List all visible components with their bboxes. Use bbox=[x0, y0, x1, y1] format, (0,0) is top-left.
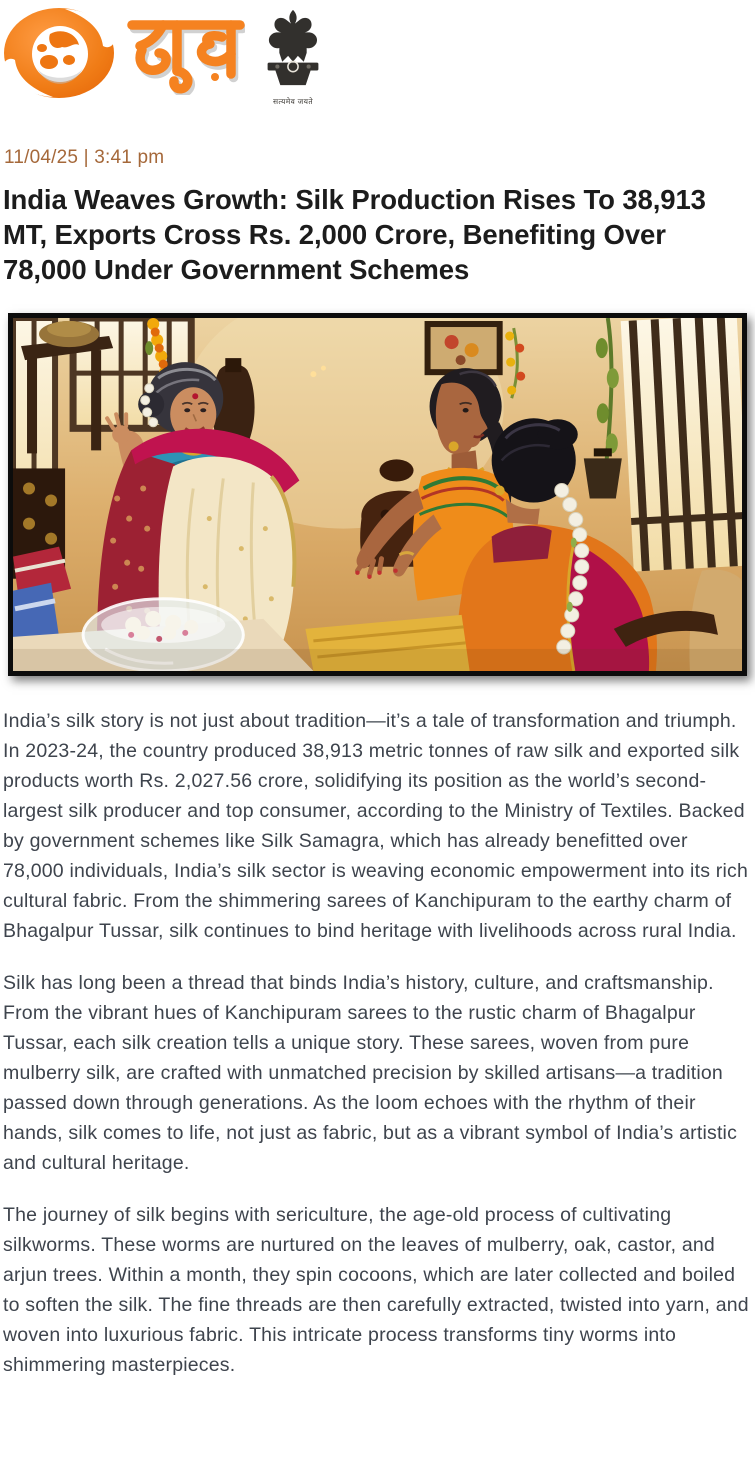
site-header bbox=[3, 0, 752, 117]
article-title: India Weaves Growth: Silk Production Rises To 38,913 MT, Exports Cross Rs. 2,000 Crore, Benefiting Over 78,000 Under Government Schemes bbox=[3, 184, 706, 285]
article-datetime: 11/04/25 | 3:41 pm bbox=[4, 147, 165, 168]
dd-eye-icon bbox=[3, 5, 115, 101]
article-paragraph: The journey of silk begins with sericulture, the age-old process of cultivating silkworms. These worms are nurtured on the leaves of mulberry, oak, castor, and arjun trees. Within a month, they spin cocoons, which are later collected and boiled to soften the silk. The fine threads are then carefully extracted, twisted into yarn, and woven into luxurious fabric. This intricate process transforms tiny worms into shimmering masterpieces. bbox=[3, 1204, 749, 1376]
article-body bbox=[3, 706, 752, 1380]
article-image-scene bbox=[13, 318, 742, 671]
dd-news-wordmark bbox=[127, 15, 245, 95]
article-paragraph: Silk has long been a thread that binds India’s history, culture, and craftsmanship. From the vibrant hues of Kanchipuram sarees to the rustic charm of Bhagalpur Tussar, each silk creation tells a unique story. These sarees, woven from pure mulberry silk, are crafted with unmatched precision by skilled artisans—a tradition passed down through generations. As the loom echoes with the rhythm of their hands, silk comes to life, not just as fabric, but as a vibrant symbol of India’s artistic and cultural heritage. bbox=[3, 972, 738, 1174]
emblem-motto: सत्यमेव जयते bbox=[272, 97, 314, 106]
article-image bbox=[8, 313, 747, 676]
india-state-emblem bbox=[261, 7, 325, 107]
dd-news-logo[interactable] bbox=[3, 5, 245, 101]
article-paragraph: India’s silk story is not just about tradition—it’s a tale of transformation and triumph. In 2023-24, the country produced 38,913 metric tonnes of raw silk and exported silk products worth Rs. 2,027.56 crore, solidifying its position as the world’s second-largest silk producer and top consumer, according to the Ministry of Textiles. Backed by government schemes like Silk Samagra, which has already benefitted over 78,000 individuals, India’s silk sector is weaving economic empowerment into its rich cultural fabric. From the shimmering sarees of Kanchipuram to the earthy charm of Bhagalpur Tussar, silk continues to bind heritage with livelihoods across rural India. bbox=[3, 710, 748, 942]
lion-capital-icon bbox=[262, 7, 324, 91]
